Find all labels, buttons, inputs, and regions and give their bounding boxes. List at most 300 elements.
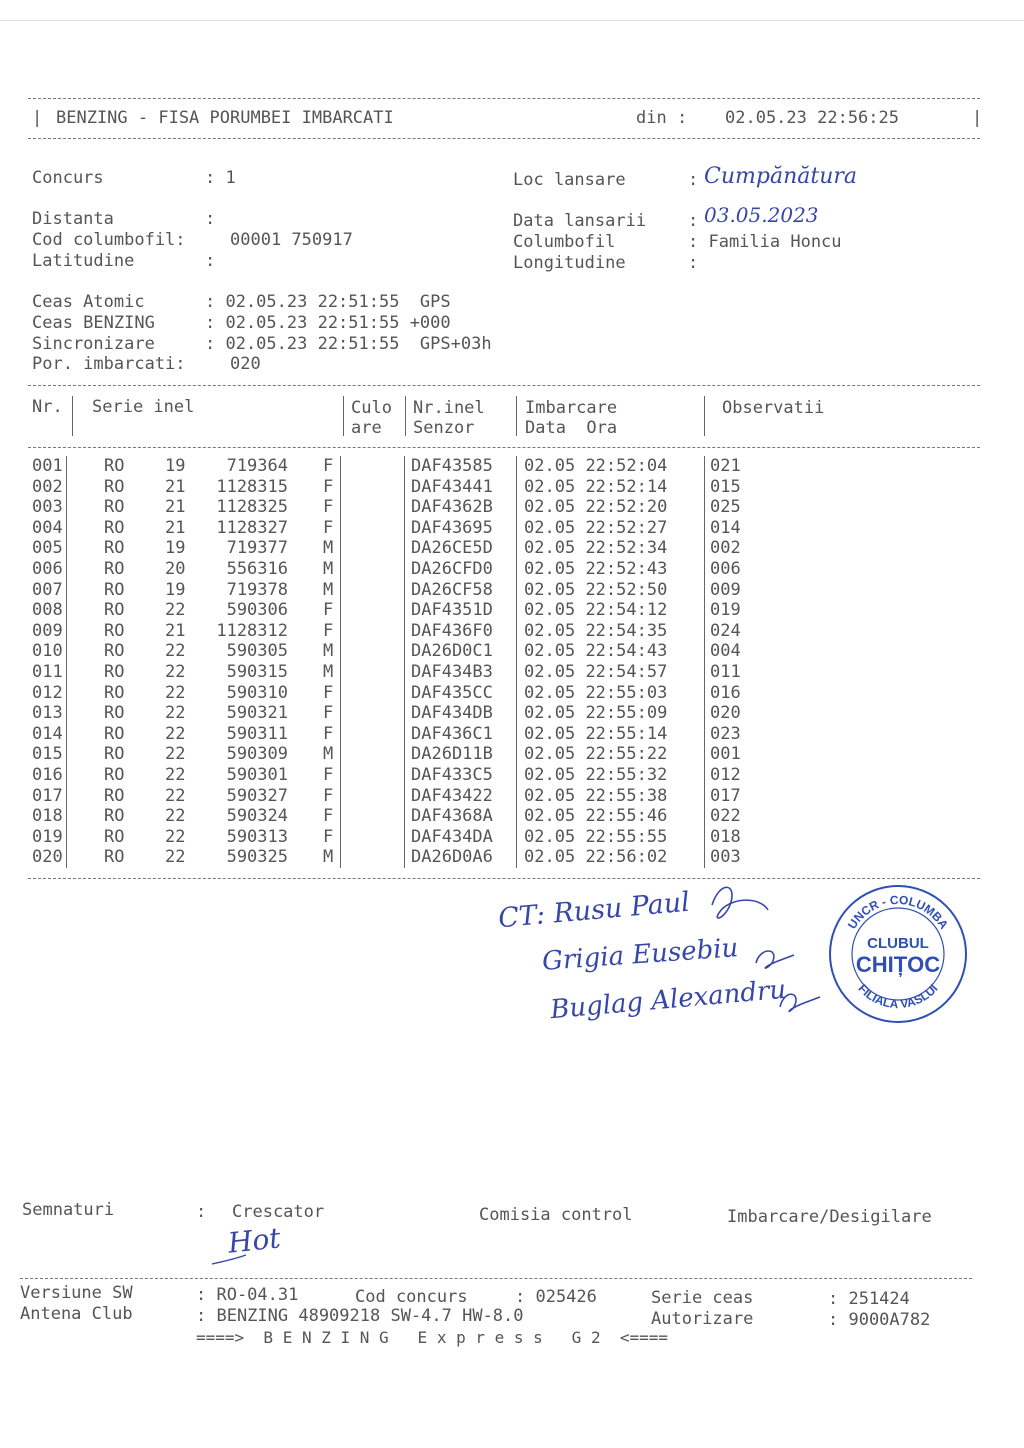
- page-top-edge: [0, 20, 1024, 21]
- ring-year: 20: [165, 559, 186, 579]
- col-header-senzor: Senzor: [413, 418, 475, 438]
- commission-signature-1: CT: Rusu Paul: [497, 886, 692, 935]
- club-stamp: [828, 884, 968, 1024]
- sensor-id: DAF435CC: [411, 682, 493, 703]
- col-header-serie: Serie inel: [92, 397, 195, 417]
- signatures-colon: :: [196, 1202, 207, 1222]
- observation: 012: [710, 765, 741, 785]
- observation: 015: [710, 476, 741, 497]
- embark-datetime: [524, 477, 667, 497]
- observation: 003: [710, 847, 741, 868]
- pigeon-sex: F: [323, 682, 334, 703]
- embark-datetime: [524, 497, 667, 517]
- embark-datetime: [524, 683, 667, 703]
- sensor-id: DAF43441: [411, 476, 493, 497]
- signature-crescator-label: Crescator: [232, 1202, 325, 1222]
- loc-lansare-colon: :: [688, 170, 699, 190]
- col-header-culo: Culo: [351, 398, 392, 418]
- embark-date: 02.05: [524, 538, 576, 559]
- ring-year: 22: [165, 723, 186, 744]
- embark-datetime: [524, 559, 667, 579]
- pigeon-sex: F: [323, 765, 334, 785]
- embark-datetime: [524, 765, 667, 785]
- ring-number: 1128312: [216, 620, 288, 641]
- ceas-atomic-label: Ceas Atomic: [32, 292, 145, 312]
- observation: 024: [710, 620, 741, 641]
- observation: 009: [710, 579, 741, 600]
- ring-year: 22: [165, 785, 186, 806]
- stamp-bottom-text: FILIALA VASLUI: [855, 981, 941, 1012]
- embark-date: 02.05: [524, 703, 576, 724]
- embark-time: 22:55:22: [585, 744, 668, 765]
- ring-year: 19: [165, 579, 186, 600]
- pigeon-sex: F: [323, 826, 334, 847]
- ring-number: 590313: [226, 826, 288, 847]
- embark-datetime: [524, 600, 667, 620]
- versiune-value: : RO-04.31: [196, 1285, 299, 1305]
- ring-country: RO: [104, 559, 125, 579]
- pigeon-sex: F: [323, 723, 334, 744]
- observation: 017: [710, 785, 741, 806]
- ring-country: RO: [104, 497, 125, 518]
- concurs-label: Concurs: [32, 168, 104, 188]
- row-number: 008: [32, 600, 63, 621]
- table-row: [0, 765, 1024, 785]
- ring-number: 590324: [226, 806, 288, 827]
- embark-datetime: [524, 827, 667, 847]
- table-row: [0, 559, 1024, 579]
- sensor-id: DAF433C5: [411, 765, 493, 785]
- pigeon-sex: M: [323, 579, 334, 600]
- embark-date: 02.05: [524, 476, 576, 497]
- table-bottom-dashes: [28, 878, 980, 879]
- row-number: 020: [32, 847, 63, 868]
- header-separator: [704, 396, 705, 436]
- header-top-dashes: [28, 98, 980, 99]
- breeder-signature-underline: [210, 1252, 250, 1268]
- embark-time: 22:56:02: [585, 847, 668, 868]
- sensor-id: DAF43422: [411, 785, 493, 806]
- column-separator: [340, 456, 341, 868]
- embark-time: 22:52:50: [585, 579, 668, 600]
- sensor-id: DA26D11B: [411, 744, 493, 765]
- serie-ceas-label: Serie ceas: [651, 1288, 754, 1308]
- ring-number: 590315: [226, 662, 288, 682]
- sincronizare-value: : 02.05.23 22:51:55 GPS+03h: [205, 334, 492, 354]
- page-title: BENZING - FISA PORUMBEI IMBARCATI: [56, 108, 394, 128]
- observation: 018: [710, 826, 741, 847]
- embark-time: 22:52:20: [585, 497, 668, 518]
- cod-concurs-value: : 025426: [515, 1287, 597, 1307]
- concurs-value: : 1: [205, 168, 236, 188]
- table-row: [0, 456, 1024, 476]
- embark-time: 22:52:04: [585, 456, 668, 476]
- ring-year: 22: [165, 662, 186, 682]
- ring-number: 590301: [226, 765, 288, 785]
- column-separator: [66, 456, 67, 868]
- header-separator: [72, 396, 73, 436]
- row-number: 010: [32, 641, 63, 662]
- ring-number: 1128325: [216, 497, 288, 518]
- ring-country: RO: [104, 579, 125, 600]
- table-row: [0, 641, 1024, 661]
- embark-date: 02.05: [524, 497, 576, 518]
- ring-year: 22: [165, 641, 186, 662]
- ring-country: RO: [104, 517, 125, 538]
- versiune-label: Versiune SW: [20, 1283, 133, 1303]
- header-separator: [516, 396, 517, 436]
- embark-date: 02.05: [524, 785, 576, 806]
- sensor-id: DAF4368A: [411, 806, 493, 827]
- row-number: 009: [32, 620, 63, 641]
- latitudine-label: Latitudine: [32, 251, 135, 271]
- ring-country: RO: [104, 682, 125, 703]
- embark-datetime: [524, 786, 667, 806]
- header-separator: [405, 396, 406, 436]
- sensor-id: DA26D0A6: [411, 847, 493, 868]
- longitudine-value: :: [688, 253, 699, 273]
- row-number: 006: [32, 559, 63, 579]
- cod-columbofil-label: Cod columbofil:: [32, 230, 186, 250]
- header-right-bar: |: [972, 108, 983, 128]
- ring-country: RO: [104, 785, 125, 806]
- embark-date: 02.05: [524, 600, 576, 621]
- embark-date: 02.05: [524, 517, 576, 538]
- ring-number: 590321: [226, 703, 288, 724]
- embark-time: 22:52:43: [585, 559, 668, 579]
- ring-number: 1128315: [216, 476, 288, 497]
- ring-year: 22: [165, 826, 186, 847]
- distanta-value: :: [205, 209, 216, 229]
- col-header-imbarcare: Imbarcare: [525, 398, 618, 418]
- observation: 004: [710, 641, 741, 662]
- pigeon-sex: F: [323, 703, 334, 724]
- embark-time: 22:52:14: [585, 476, 668, 497]
- embark-datetime: [524, 621, 667, 641]
- sincronizare-label: Sincronizare: [32, 334, 155, 354]
- table-row: [0, 580, 1024, 600]
- autorizare-value: : 9000A782: [828, 1310, 931, 1330]
- print-date-label: din :: [636, 108, 688, 128]
- data-lansarii-label: Data lansarii: [513, 211, 647, 231]
- table-row: [0, 518, 1024, 538]
- table-row: [0, 477, 1024, 497]
- ring-country: RO: [104, 744, 125, 765]
- embark-datetime: [524, 724, 667, 744]
- table-row: [0, 538, 1024, 558]
- ring-country: RO: [104, 456, 125, 476]
- embark-datetime: [524, 456, 667, 476]
- ring-number: 719364: [226, 456, 288, 476]
- ring-number: 590327: [226, 785, 288, 806]
- ring-country: RO: [104, 723, 125, 744]
- embark-date: 02.05: [524, 559, 576, 579]
- table-row: [0, 847, 1024, 867]
- ring-country: RO: [104, 620, 125, 641]
- row-number: 016: [32, 765, 63, 785]
- row-number: 001: [32, 456, 63, 476]
- header-left-bar: |: [32, 108, 43, 128]
- col-header-observatii: Observatii: [722, 398, 825, 418]
- sensor-id: DAF4351D: [411, 600, 493, 621]
- embark-time: 22:52:34: [585, 538, 668, 559]
- sensor-id: DAF434B3: [411, 662, 493, 682]
- col-header-data-ora: Data Ora: [525, 418, 618, 438]
- ring-country: RO: [104, 765, 125, 785]
- ring-year: 22: [165, 703, 186, 724]
- row-number: 015: [32, 744, 63, 765]
- observation: 014: [710, 517, 741, 538]
- antena-value: : BENZING 48909218 SW-4.7 HW-8.0: [196, 1306, 524, 1326]
- ring-year: 22: [165, 765, 186, 785]
- commission-signature-2: Grigia Eusebiu: [541, 933, 740, 977]
- row-number: 012: [32, 682, 63, 703]
- pigeon-sex: F: [323, 806, 334, 827]
- ceas-atomic-value: : 02.05.23 22:51:55 GPS: [205, 292, 451, 312]
- table-row: [0, 703, 1024, 723]
- embark-time: 22:52:27: [585, 517, 668, 538]
- header-separator: [343, 396, 344, 436]
- columbofil-label: Columbofil: [513, 232, 616, 252]
- observation: 020: [710, 703, 741, 724]
- data-lansarii-handwritten: 03.05.2023: [704, 203, 819, 227]
- por-imbarcati-label: Por. imbarcati:: [32, 354, 186, 374]
- sensor-id: DAF43585: [411, 456, 493, 476]
- header-bottom-dashes: [28, 138, 980, 139]
- breeder-signature: Hot: [226, 1221, 283, 1260]
- row-number: 005: [32, 538, 63, 559]
- ring-country: RO: [104, 826, 125, 847]
- embark-date: 02.05: [524, 662, 576, 682]
- sensor-id: DA26CF58: [411, 579, 493, 600]
- signature-imbarcare-label: Imbarcare/Desigilare: [727, 1207, 932, 1227]
- print-date-value: 02.05.23 22:56:25: [725, 108, 899, 128]
- ring-number: 590305: [226, 641, 288, 662]
- table-row: [0, 662, 1024, 682]
- data-lansarii-colon: :: [688, 211, 699, 231]
- por-imbarcati-value: 020: [230, 354, 261, 374]
- embark-date: 02.05: [524, 744, 576, 765]
- ring-number: 719377: [226, 538, 288, 559]
- embark-date: 02.05: [524, 579, 576, 600]
- ring-number: 590306: [226, 600, 288, 621]
- benzing-banner: ====> B E N Z I N G E x p r e s s G 2 <====: [196, 1328, 669, 1347]
- observation: 022: [710, 806, 741, 827]
- sensor-id: DA26CE5D: [411, 538, 493, 559]
- pigeon-sex: M: [323, 847, 334, 868]
- embark-time: 22:54:35: [585, 620, 668, 641]
- pigeon-sex: M: [323, 538, 334, 559]
- pigeon-sex: F: [323, 456, 334, 476]
- ring-year: 22: [165, 600, 186, 621]
- ring-country: RO: [104, 847, 125, 868]
- row-number: 007: [32, 579, 63, 600]
- table-row: [0, 786, 1024, 806]
- stamp-line-1: CLUBUL: [867, 935, 929, 952]
- row-number: 019: [32, 826, 63, 847]
- columbofil-value: : Familia Honcu: [688, 232, 842, 252]
- sensor-id: DA26CFD0: [411, 559, 493, 579]
- ring-year: 19: [165, 538, 186, 559]
- ceas-benzing-label: Ceas BENZING: [32, 313, 155, 333]
- sensor-id: DAF4362B: [411, 497, 493, 518]
- stamp-top-text: UNCR - COLUMBA: [844, 892, 952, 932]
- signatures-label: Semnaturi: [22, 1200, 115, 1220]
- pigeon-sex: M: [323, 662, 334, 682]
- embark-time: 22:55:32: [585, 765, 668, 785]
- embark-date: 02.05: [524, 620, 576, 641]
- embark-time: 22:55:55: [585, 826, 668, 847]
- table-row: [0, 806, 1024, 826]
- embark-date: 02.05: [524, 847, 576, 868]
- ring-country: RO: [104, 538, 125, 559]
- table-row: [0, 683, 1024, 703]
- antena-label: Antena Club: [20, 1304, 133, 1324]
- embark-time: 22:54:12: [585, 600, 668, 621]
- column-separator: [404, 456, 405, 868]
- ceas-benzing-value: : 02.05.23 22:51:55 +000: [205, 313, 451, 333]
- embark-time: 22:54:57: [585, 662, 668, 682]
- embark-time: 22:55:38: [585, 785, 668, 806]
- cod-columbofil-value: 00001 750917: [230, 230, 353, 250]
- stamp-line-2: CHIȚOC: [855, 952, 941, 977]
- embark-datetime: [524, 847, 667, 867]
- embark-datetime: [524, 518, 667, 538]
- row-number: 004: [32, 517, 63, 538]
- row-number: 014: [32, 723, 63, 744]
- observation: 025: [710, 497, 741, 518]
- embark-date: 02.05: [524, 765, 576, 785]
- serie-ceas-value: : 251424: [828, 1289, 910, 1309]
- observation: 023: [710, 723, 741, 744]
- col-header-are: are: [351, 418, 382, 438]
- embark-datetime: [524, 806, 667, 826]
- column-separator: [704, 456, 705, 868]
- embark-date: 02.05: [524, 826, 576, 847]
- embark-datetime: [524, 538, 667, 558]
- sensor-id: DA26D0C1: [411, 641, 493, 662]
- loc-lansare-label: Loc lansare: [513, 170, 626, 190]
- ring-country: RO: [104, 641, 125, 662]
- observation: 001: [710, 744, 741, 765]
- ring-year: 22: [165, 682, 186, 703]
- pigeon-sex: M: [323, 559, 334, 579]
- pigeon-sex: F: [323, 476, 334, 497]
- table-row: [0, 744, 1024, 764]
- row-number: 011: [32, 662, 63, 682]
- observation: 006: [710, 559, 741, 579]
- embark-datetime: [524, 703, 667, 723]
- ring-year: 22: [165, 847, 186, 868]
- embark-date: 02.05: [524, 723, 576, 744]
- ring-country: RO: [104, 600, 125, 621]
- observation: 011: [710, 662, 741, 682]
- embark-date: 02.05: [524, 806, 576, 827]
- table-row: [0, 827, 1024, 847]
- embark-date: 02.05: [524, 682, 576, 703]
- ring-country: RO: [104, 703, 125, 724]
- pigeon-sex: F: [323, 620, 334, 641]
- latitudine-value: :: [205, 251, 216, 271]
- embark-datetime: [524, 641, 667, 661]
- commission-signature-3: Buglag Alexandru: [549, 974, 788, 1026]
- table-header-dashes: [28, 447, 980, 448]
- ring-year: 22: [165, 744, 186, 765]
- distanta-label: Distanta: [32, 209, 114, 229]
- ring-year: 22: [165, 806, 186, 827]
- observation: 021: [710, 456, 741, 476]
- column-separator: [516, 456, 517, 868]
- table-row: [0, 621, 1024, 641]
- pigeon-sex: F: [323, 785, 334, 806]
- embark-date: 02.05: [524, 641, 576, 662]
- table-row: [0, 497, 1024, 517]
- table-row: [0, 724, 1024, 744]
- signature-comisia-label: Comisia control: [479, 1205, 633, 1225]
- longitudine-label: Longitudine: [513, 253, 626, 273]
- ring-number: 556316: [226, 559, 288, 579]
- sensor-id: DAF434DB: [411, 703, 493, 724]
- row-number: 002: [32, 476, 63, 497]
- sensor-id: DAF436C1: [411, 723, 493, 744]
- embark-datetime: [524, 580, 667, 600]
- embark-datetime: [524, 662, 667, 682]
- cod-concurs-label: Cod concurs: [355, 1287, 468, 1307]
- pigeon-sex: F: [323, 517, 334, 538]
- observation: 016: [710, 682, 741, 703]
- sensor-id: DAF43695: [411, 517, 493, 538]
- ring-year: 19: [165, 456, 186, 476]
- ring-country: RO: [104, 662, 125, 682]
- footer-dashes: [20, 1278, 972, 1279]
- embark-time: 22:54:43: [585, 641, 668, 662]
- embark-time: 22:55:03: [585, 682, 668, 703]
- embark-time: 22:55:46: [585, 806, 668, 827]
- observation: 002: [710, 538, 741, 559]
- sensor-id: DAF436F0: [411, 620, 493, 641]
- observation: 019: [710, 600, 741, 621]
- autorizare-label: Autorizare: [651, 1309, 754, 1329]
- sensor-id: DAF434DA: [411, 826, 493, 847]
- col-header-nrinel: Nr.inel: [413, 398, 485, 418]
- ring-year: 21: [165, 517, 186, 538]
- row-number: 018: [32, 806, 63, 827]
- ring-country: RO: [104, 806, 125, 827]
- ring-number: 590311: [226, 723, 288, 744]
- ring-year: 21: [165, 497, 186, 518]
- ring-number: 1128327: [216, 517, 288, 538]
- embark-date: 02.05: [524, 456, 576, 476]
- embark-time: 22:55:09: [585, 703, 668, 724]
- pigeon-sex: M: [323, 744, 334, 765]
- loc-lansare-handwritten: Cumpănătura: [704, 164, 857, 189]
- embark-time: 22:55:14: [585, 723, 668, 744]
- embark-datetime: [524, 744, 667, 764]
- table-row: [0, 600, 1024, 620]
- col-header-nr: Nr.: [32, 397, 63, 417]
- pigeon-sex: F: [323, 600, 334, 621]
- row-number: 013: [32, 703, 63, 724]
- table-top-dashes: [28, 385, 980, 386]
- signature-flourishes: [690, 875, 830, 1025]
- ring-country: RO: [104, 476, 125, 497]
- pigeon-sex: M: [323, 641, 334, 662]
- row-number: 003: [32, 497, 63, 518]
- pigeon-sex: F: [323, 497, 334, 518]
- row-number: 017: [32, 785, 63, 806]
- ring-number: 590309: [226, 744, 288, 765]
- ring-number: 719378: [226, 579, 288, 600]
